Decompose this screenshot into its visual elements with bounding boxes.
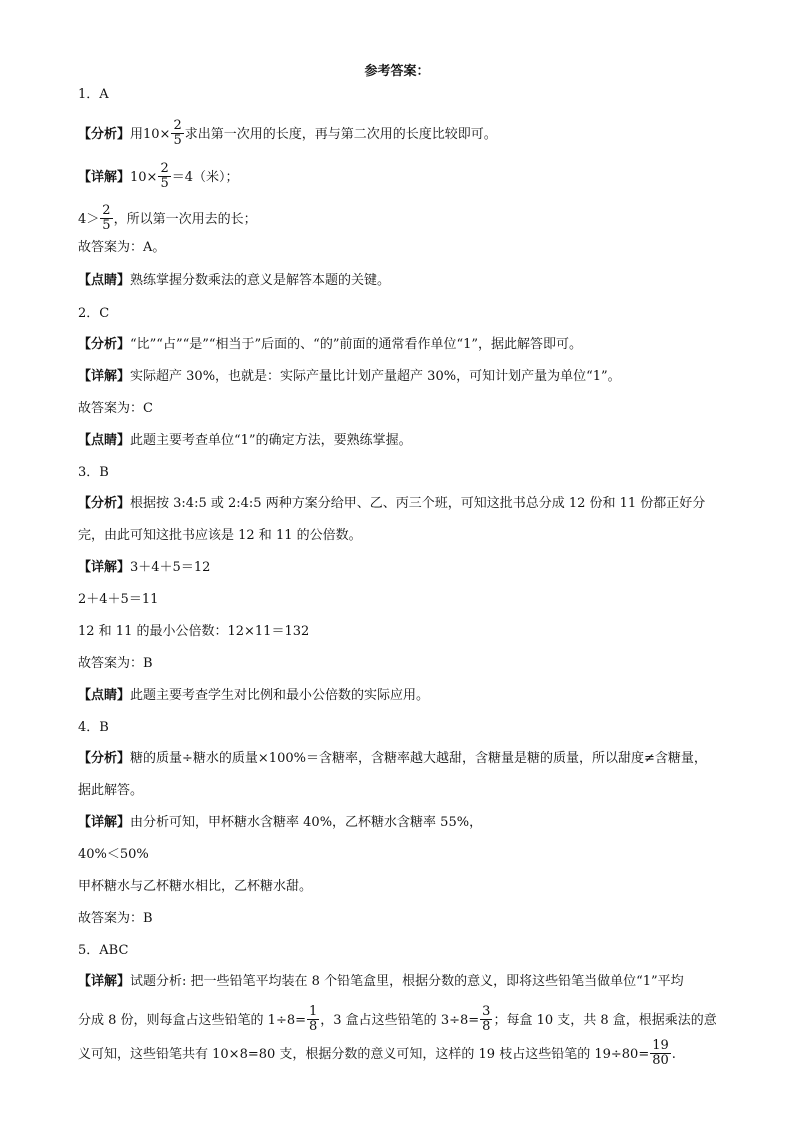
comment-tag: 【点睛】 (78, 433, 131, 448)
q1-number: 1．A (78, 87, 109, 102)
q1-comparison (78, 203, 257, 233)
q1-detail-text-a: 10× (130, 170, 158, 185)
q1-analysis-text-a: 用10× (130, 127, 171, 142)
analysis-tag: 【分析】 (78, 751, 131, 766)
q2-answer: 故答案为：C (78, 401, 153, 416)
q2-analysis-text: “比”“占”“是”“相当于”后面的、“的”前面的通常看作单位“1”，据此解答即可。 (130, 337, 583, 352)
fraction-denominator: 80 (652, 1053, 669, 1068)
q3-detail-line2: 2＋4＋5＝11 (78, 592, 159, 607)
q4-detail-line3: 甲杯糖水与乙杯糖水相比，乙杯糖水甜。 (78, 879, 313, 894)
q5-detail-text-1: 试题分析: 把一些铅笔平均装在 8 个铅笔盒里，根据分数的意义，即将这些铅笔当做单位“1”平均 (130, 974, 684, 989)
q4-detail-line2: 40%＜50% (78, 847, 149, 862)
detail-tag: 【详解】 (78, 560, 131, 575)
q1-cmp-text-b: ，所以第一次用去的长； (113, 212, 257, 227)
comment-tag: 【点睛】 (78, 273, 131, 288)
q3-detail-text-1: 3＋4＋5＝12 (130, 560, 211, 575)
q3-analysis-text-1: 根据按 3:4:5 或 2:4:5 两种方案分给甲、乙、丙三个班，可知这批书总分成 12 份和 11 份都正好分 (130, 496, 706, 511)
q1-detail-fraction (158, 162, 170, 191)
page-title: 参考答案： (364, 64, 430, 79)
q3-answer: 故答案为：B (78, 656, 153, 671)
q2-detail (78, 367, 621, 387)
q4-analysis-line2: 据此解答。 (78, 783, 144, 798)
q5-line2-text-a: 分成 8 份，则每盒占这些铅笔的 1÷8= (78, 1013, 306, 1028)
q5-detail-line1 (78, 972, 684, 992)
q5-detail-line3 (78, 1038, 676, 1068)
fraction-denominator: 8 (309, 1019, 318, 1034)
q5-fraction-1 (307, 1005, 319, 1034)
q5-fraction-2 (480, 1005, 492, 1034)
q3-comment (78, 686, 429, 706)
q2-comment-text: 此题主要考查单位“1”的确定方法，要熟练掌握。 (130, 433, 412, 448)
fraction-numerator: 19 (652, 1038, 669, 1053)
q1-analysis (78, 118, 497, 148)
q4-detail (78, 813, 482, 833)
q4-number: 4．B (78, 720, 109, 735)
q4-answer: 故答案为：B (78, 911, 153, 926)
q3-comment-text: 此题主要考查学生对比例和最小公倍数的实际应用。 (130, 688, 430, 703)
q3-analysis-line2: 完，由此可知这批书应该是 12 和 11 的公倍数。 (78, 528, 362, 543)
analysis-tag: 【分析】 (78, 127, 131, 142)
q5-line2-text-b: ，3 盒占这些铅笔的 3÷8= (320, 1013, 480, 1028)
fraction-denominator: 5 (173, 133, 182, 148)
analysis-tag: 【分析】 (78, 496, 131, 511)
fraction-numerator: 2 (102, 203, 111, 218)
q1-detail (78, 161, 239, 191)
q2-detail-text: 实际超产 30%，也就是：实际产量比计划产量超产 30%，可知计划产量为单位“1”。 (130, 369, 621, 384)
q1-cmp-fraction (100, 204, 112, 233)
fraction-denominator: 8 (482, 1019, 491, 1034)
fraction-numerator: 1 (309, 1004, 318, 1019)
q5-line3-text-a: 义可知，这些铅笔共有 10×8=80 支，根据分数的意义可知，这样的 19 枝占这些铅笔的 19÷80= (78, 1047, 650, 1062)
q1-analysis-fraction (171, 119, 183, 148)
q3-number: 3．B (78, 465, 109, 480)
q3-analysis-line1 (78, 494, 705, 514)
q5-line2-text-c: ；每盒 10 支，共 8 盒，根据乘法的意 (493, 1013, 717, 1028)
q1-comment (78, 271, 390, 291)
q1-comment-text: 熟练掌握分数乘法的意义是解答本题的关键。 (130, 273, 391, 288)
fraction-numerator: 2 (173, 118, 182, 133)
q3-detail (78, 558, 210, 578)
detail-tag: 【详解】 (78, 974, 131, 989)
q1-detail-text-b: ＝4（米）； (171, 170, 239, 185)
q5-fraction-3 (650, 1039, 671, 1068)
q1-analysis-text-b: 求出第一次用的长度，再与第二次用的长度比较即可。 (184, 127, 497, 142)
q5-detail-line2 (78, 1004, 717, 1034)
q2-comment (78, 431, 412, 451)
detail-tag: 【详解】 (78, 369, 131, 384)
comment-tag: 【点睛】 (78, 688, 131, 703)
q2-analysis (78, 335, 582, 355)
fraction-denominator: 5 (160, 176, 169, 191)
q5-number: 5．ABC (78, 943, 129, 958)
q4-analysis-text-1: 糖的质量÷糖水的质量×100%＝含糖率，含糖率越大越甜，含糖量是糖的质量，所以甜度≠含糖量， (130, 751, 707, 766)
q1-answer: 故答案为：A。 (78, 240, 166, 255)
analysis-tag: 【分析】 (78, 337, 131, 352)
q1-cmp-text-a: 4＞ (78, 212, 100, 227)
q2-number: 2．C (78, 306, 110, 321)
q5-line3-text-b: . (671, 1047, 676, 1062)
q3-detail-line3: 12 和 11 的最小公倍数：12×11＝132 (78, 624, 310, 639)
q4-analysis-line1 (78, 749, 707, 769)
q4-detail-text-1: 由分析可知，甲杯糖水含糖率 40%，乙杯糖水含糖率 55%， (130, 815, 483, 830)
fraction-numerator: 3 (482, 1004, 491, 1019)
fraction-denominator: 5 (102, 218, 111, 233)
detail-tag: 【详解】 (78, 815, 131, 830)
fraction-numerator: 2 (160, 161, 169, 176)
detail-tag: 【详解】 (78, 170, 131, 185)
